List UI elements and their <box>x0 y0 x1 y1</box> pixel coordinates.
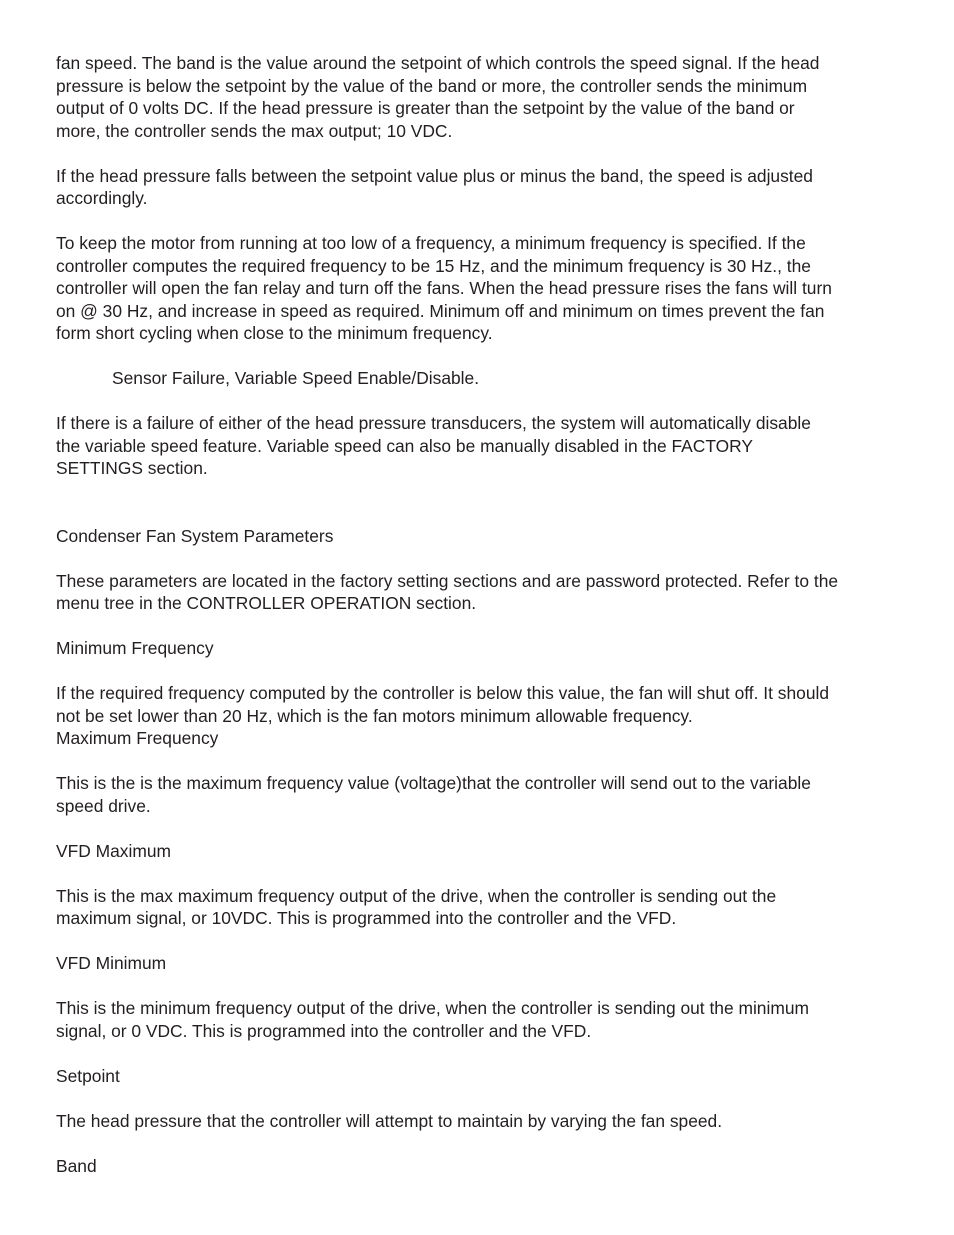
paragraph-parameters-location: These parameters are located in the factory setting sections and are password protected. Refer to the menu tree in the CONTROLLER OPERATION section. <box>56 570 839 613</box>
paragraph-vfd-maximum: This is the max maximum frequency output of the drive, when the controller is sending out the maximum signal, or 10VDC. This is programmed into the controller and the VFD. <box>56 885 777 928</box>
heading-maximum-frequency: Maximum Frequency <box>56 728 219 748</box>
paragraph-vfd-minimum: This is the minimum frequency output of the drive, when the controller is sending out the minimum signal, or 0 VDC. This is programmed into the controller and the VFD. <box>56 998 809 1041</box>
heading-condenser-fan-parameters: Condenser Fan System Parameters <box>56 525 334 546</box>
heading-vfd-minimum: VFD Minimum <box>56 953 167 973</box>
heading-setpoint: Setpoint <box>56 1065 120 1086</box>
heading-sensor-failure: Sensor Failure, Variable Speed Enable/Disable. <box>112 368 480 388</box>
paragraph-band-range: If the head pressure falls between the setpoint value plus or minus the band, the speed is adjusted accordingly. <box>56 165 813 208</box>
paragraph-band-intro: fan speed. The band is the value around the setpoint of which controls the speed signal. If the head pressure is below the setpoint by the value of the band or more, the controller sends the minimum output of 0 volts DC. If the head pressure is greater than the setpoint by the value of the band or more, the controller sends the max output; 10 VDC. <box>56 53 820 141</box>
paragraph-setpoint: The head pressure that the controller will attempt to maintain by varying the fan speed. <box>56 1110 723 1131</box>
heading-band: Band <box>56 1155 97 1176</box>
paragraph-minimum-frequency-explanation: To keep the motor from running at too low of a frequency, a minimum frequency is specified. If the controller computes the required frequency to be 15 Hz, and the minimum frequency is 30 Hz., the controller will open the fan relay and turn off the fans. When the head pressure rises the fans will turn on @ 30 Hz, and increase in speed as required. Minimum off and minimum on times prevent the fan form short cycling when close to the minimum frequency. <box>56 233 832 343</box>
document-page <box>56 52 916 1177</box>
paragraph-minimum-frequency: If the required frequency computed by the controller is below this value, the fan will shut off. It should not be set lower than 20 Hz, which is the fan motors minimum allowable frequency. <box>56 683 830 726</box>
heading-minimum-frequency: Minimum Frequency <box>56 638 214 658</box>
paragraph-maximum-frequency: This is the is the maximum frequency value (voltage)that the controller will send out to the variable speed drive. <box>56 773 811 816</box>
heading-vfd-maximum: VFD Maximum <box>56 840 171 861</box>
paragraph-sensor-failure: If there is a failure of either of the head pressure transducers, the system will automatically disable the variable speed feature. Variable speed can also be manually disabled in the FACTORY SETTINGS section. <box>56 413 811 478</box>
